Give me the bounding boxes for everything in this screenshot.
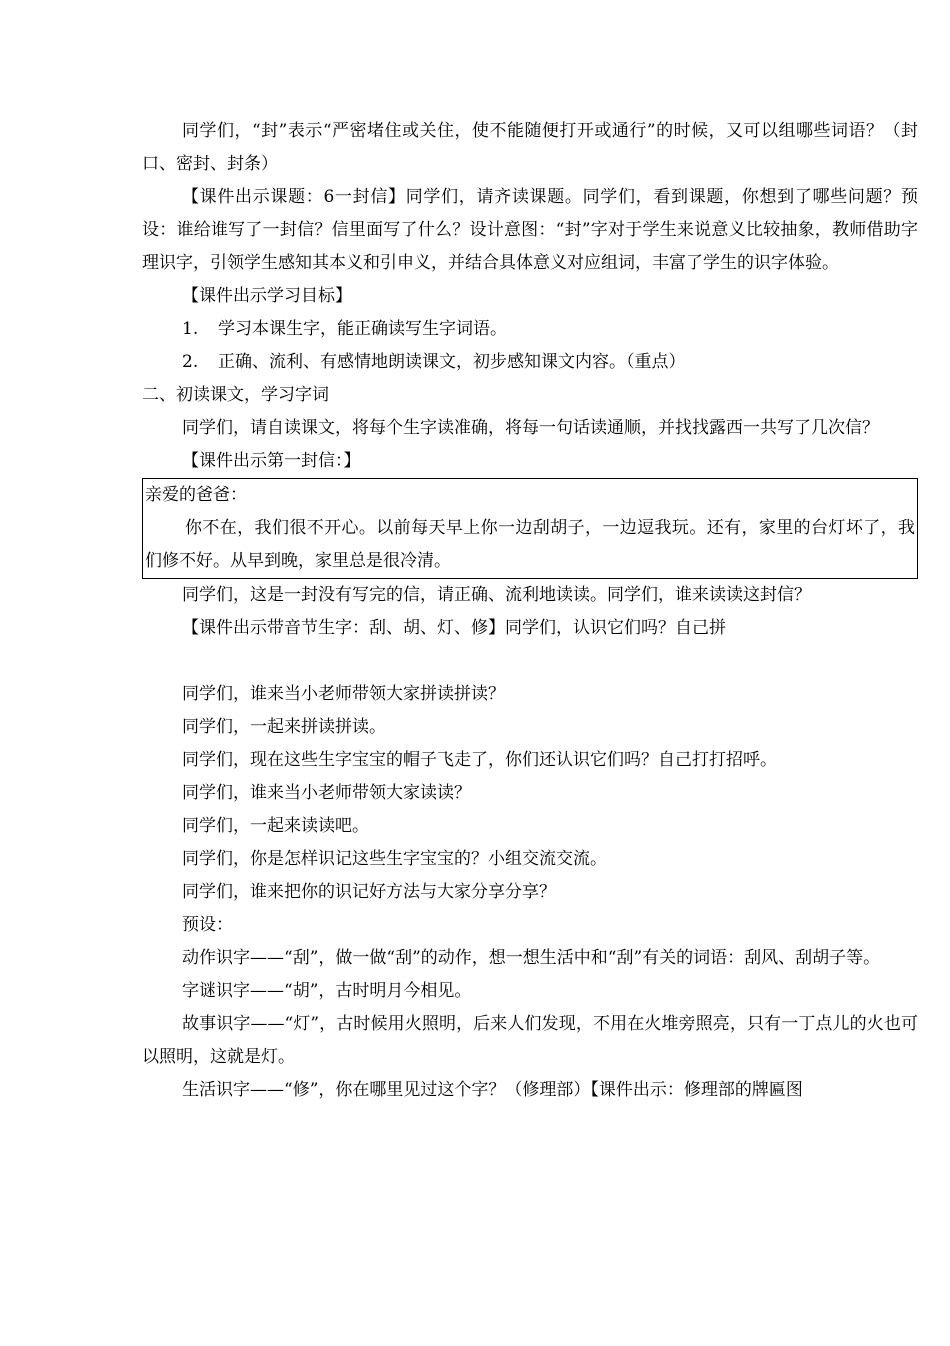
blank-line [142, 645, 918, 678]
letter-greeting: 亲爱的爸爸： [145, 485, 247, 505]
paragraph: 同学们，谁来把你的识记好方法与大家分享分享？ [182, 882, 556, 902]
paragraph: 同学们，你是怎样识记这些生字宝宝的？小组交流交流。 [182, 849, 607, 869]
paragraph: 【课件出示第一封信：】 [182, 451, 361, 471]
paragraph: 同学们，谁来当小老师带领大家拼读拼读？ [182, 684, 505, 704]
paragraph: 【课件出示带音节生字：刮、胡、灯、修】同学们，认识它们吗？自己拼 [182, 618, 726, 638]
paragraph: 同学们，一起来拼读拼读。 [182, 717, 386, 737]
goal-text: 正确、流利、有感情地朗读课文，初步感知课文内容。（重点） [218, 352, 686, 372]
paragraph: 动作识字——“刮”，做一做“刮”的动作，想一想生活中和“刮”有关的词语：刮风、刮胡子等。 [182, 948, 881, 968]
paragraph: 故事识字——“灯”，古时候用火照明，后来人们发现，不用在火堆旁照亮，只有一丁点儿的火也可以照明，这就是灯。 [142, 1014, 918, 1067]
document-page [142, 115, 918, 1107]
goal-text: 学习本课生字，能正确读写生字词语。 [218, 319, 507, 339]
paragraph: 同学们，这是一封没有写完的信，请正确、流利地读读。同学们，谁来读读这封信？ [182, 585, 811, 605]
paragraph: 生活识字——“修”，你在哪里见过这个字？（修理部）【课件出示：修理部的牌匾图 [182, 1080, 803, 1100]
section-heading: 二、初读课文，学习字词 [142, 385, 329, 405]
paragraph: 【课件出示课题：6一封信】同学们，请齐读课题。同学们，看到课题，你想到了哪些问题？预设：谁给谁写了一封信？信里面写了什么？设计意图：“封”字对于学生来说意义比较抽象，教师借助字理识字，引领学生感知其本义和引申义，并结合具体意义对应组词，丰富了学生的识字体验。 [142, 187, 918, 273]
letter-box [142, 478, 918, 579]
paragraph: 同学们，请自读课文，将每个生字读准确，将每一句话读通顺，并找找露西一共写了几次信？ [182, 418, 879, 438]
paragraph: 同学们，现在这些生字宝宝的帽子飞走了，你们还认识它们吗？自己打打招呼。 [182, 750, 777, 770]
paragraph: 字谜识字——“胡”，古时明月今相见。 [182, 981, 472, 1001]
paragraph: 【课件出示学习目标】 [182, 286, 352, 306]
paragraph: 同学们，一起来读读吧。 [182, 816, 369, 836]
learning-goal-2 [142, 346, 918, 379]
goal-number: 2. [182, 352, 199, 372]
letter-body: 你不在，我们很不开心。以前每天早上你一边刮胡子，一边逗我玩。还有，家里的台灯坏了，我们修不好。从早到晚，家里总是很冷清。 [145, 518, 915, 571]
paragraph: 同学们，谁来当小老师带领大家读读？ [182, 783, 471, 803]
paragraph: 预设： [182, 915, 233, 935]
paragraph: 同学们，“封”表示“严密堵住或关住，使不能随便打开或通行”的时候，又可以组哪些词语？（封口、密封、封条） [142, 121, 918, 174]
goal-number: 1. [182, 319, 199, 339]
learning-goal-1 [142, 313, 918, 346]
